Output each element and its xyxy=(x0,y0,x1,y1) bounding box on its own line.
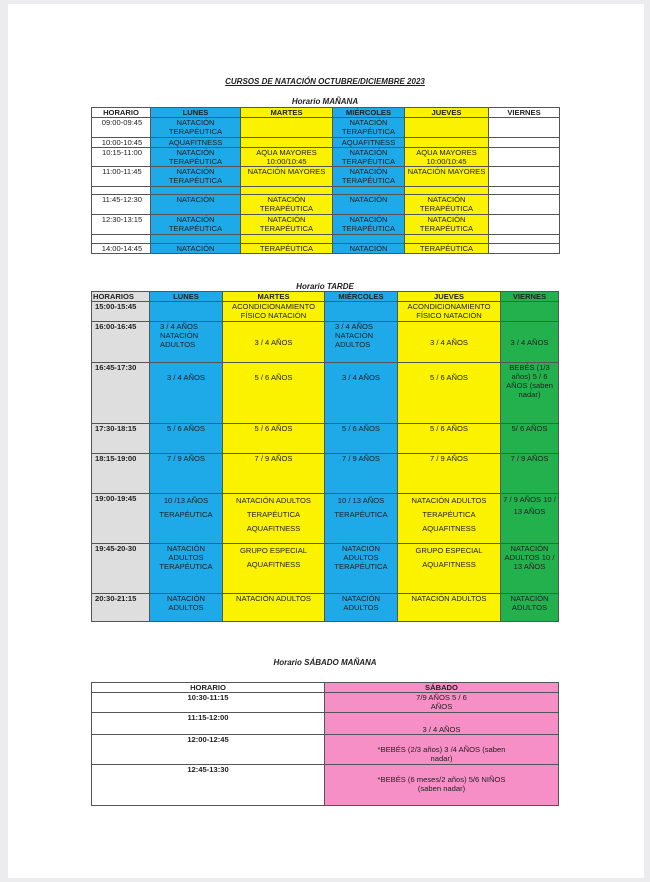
time-cell: 20:30-21:15 xyxy=(92,594,150,622)
class-cell: 10 /13 AÑOS TERAPÉUTICA xyxy=(150,494,223,544)
class-cell: 7 / 9 AÑOS xyxy=(325,454,398,494)
time-cell: 17:30-18:15 xyxy=(92,424,150,454)
class-cell: NATACIÓN TERAPÉUTICA xyxy=(333,167,405,187)
class-cell: NATACIÓN TERAPÉUTICA xyxy=(333,215,405,235)
class-cell xyxy=(241,118,333,138)
class-cell: AQUAFITNESS xyxy=(333,138,405,148)
table-row xyxy=(92,195,560,215)
time-cell: 12:00-12:45 xyxy=(92,735,325,765)
table-row xyxy=(92,118,560,138)
class-cell: 5 / 6 AÑOS xyxy=(150,424,223,454)
header-cell: LUNES xyxy=(151,108,241,118)
class-cell xyxy=(489,187,560,195)
header-cell: MARTES xyxy=(241,108,333,118)
table-row xyxy=(92,363,559,424)
header-cell: HORARIOS xyxy=(92,292,150,302)
table-row xyxy=(92,187,560,195)
class-cell: TERAPÉUTICA xyxy=(241,244,333,254)
class-cell xyxy=(489,118,560,138)
class-cell: 3 / 4 AÑOS xyxy=(325,363,398,424)
time-cell: 10:30-11:15 xyxy=(92,693,325,713)
class-cell xyxy=(489,215,560,235)
header-cell: VIERNES xyxy=(501,292,559,302)
table-row xyxy=(92,235,560,244)
time-cell: 15:00-15:45 xyxy=(92,302,150,322)
saturday-schedule-table xyxy=(91,682,559,806)
class-cell xyxy=(489,167,560,187)
class-cell: NATACIÓN MAYORES xyxy=(405,167,489,187)
header-cell: MIÉRCOLES xyxy=(333,108,405,118)
class-cell: 7 / 9 AÑOS xyxy=(501,454,559,494)
class-cell: NATACIÓN TERAPÉUTICA xyxy=(405,215,489,235)
header-cell: VIERNES xyxy=(489,108,560,118)
class-cell: NATACIÓN TERAPÉUTICA xyxy=(151,118,241,138)
class-cell: NATACIÓN TERAPÉUTICA xyxy=(151,215,241,235)
saturday-subtitle: Horario SÁBADO MAÑANA xyxy=(273,658,377,667)
time-cell: 14:00-14:45 xyxy=(92,244,151,254)
time-cell: 09:00-09:45 xyxy=(92,118,151,138)
class-cell xyxy=(405,138,489,148)
class-cell: NATACIÓN MAYORES xyxy=(241,167,333,187)
class-cell: NATACIÓN xyxy=(333,195,405,215)
class-cell: 3 / 4 AÑOS NATACIÓN ADULTOS xyxy=(325,322,398,363)
class-cell: NATACIÓN TERAPÉUTICA xyxy=(333,118,405,138)
header-cell: LUNES xyxy=(150,292,223,302)
class-cell xyxy=(489,244,560,254)
class-cell xyxy=(489,148,560,167)
class-cell: 10 / 13 AÑOS TERAPÉUTICA xyxy=(325,494,398,544)
class-cell: NATACIÓN ADULTOS xyxy=(223,594,325,622)
header-cell: SÁBADO xyxy=(325,683,559,693)
morning-header-row xyxy=(92,108,560,118)
morning-subtitle: Horario MAÑANA xyxy=(291,97,359,106)
table-row xyxy=(92,765,559,806)
class-cell xyxy=(150,302,223,322)
class-cell: NATACIÓN TERAPÉUTICA xyxy=(151,167,241,187)
time-cell: 16:45-17:30 xyxy=(92,363,150,424)
class-cell: *BEBÉS (6 meses/2 años) 5/6 NIÑOS (saben nadar) xyxy=(325,765,559,806)
table-row xyxy=(92,713,559,735)
table-row xyxy=(92,693,559,713)
class-cell: NATACIÓN xyxy=(333,244,405,254)
class-cell: NATACIÓN ADULTOS TERAPÉUTICA AQUAFITNESS xyxy=(398,494,501,544)
class-cell: ACONDICIONAMIENTO FÍSICO NATACIÓN xyxy=(223,302,325,322)
saturday-header-row xyxy=(92,683,559,693)
class-cell: AQUA MAYORES 10:00/10:45 xyxy=(405,148,489,167)
class-cell xyxy=(241,187,333,195)
class-cell: BEBÉS (1/3 años) 5 / 6 AÑOS (saben nadar) xyxy=(501,363,559,424)
class-cell xyxy=(333,187,405,195)
time-cell: 10:15-11:00 xyxy=(92,148,151,167)
class-cell: NATACIÓN TERAPÉUTICA xyxy=(241,215,333,235)
class-cell: 3 / 4 AÑOS NATACIÓN ADULTOS xyxy=(150,322,223,363)
table-row xyxy=(92,302,559,322)
class-cell xyxy=(241,138,333,148)
morning-schedule-table xyxy=(91,107,560,254)
class-cell: 5 / 6 AÑOS xyxy=(223,363,325,424)
table-row xyxy=(92,735,559,765)
class-cell: ACONDICIONAMIENTO FÍSICO NATACIÓN xyxy=(398,302,501,322)
class-cell: 5 / 6 AÑOS xyxy=(223,424,325,454)
class-cell: NATACIÓN xyxy=(151,244,241,254)
table-row xyxy=(92,148,560,167)
class-cell: GRUPO ESPECIAL AQUAFITNESS xyxy=(223,544,325,594)
class-cell xyxy=(333,235,405,244)
time-cell xyxy=(92,187,151,195)
class-cell: AQUA MAYORES 10:00/10:45 xyxy=(241,148,333,167)
class-cell: NATACIÓN ADULTOS xyxy=(398,594,501,622)
time-cell: 12:45-13:30 xyxy=(92,765,325,806)
table-row xyxy=(92,494,559,544)
table-row xyxy=(92,544,559,594)
class-cell xyxy=(151,235,241,244)
class-cell: 5 / 6 AÑOS xyxy=(398,363,501,424)
class-cell xyxy=(151,187,241,195)
time-cell xyxy=(92,235,151,244)
document-title: CURSOS DE NATACIÓN OCTUBRE/DICIEMBRE 2023 xyxy=(225,77,425,86)
class-cell: 7 / 9 AÑOS xyxy=(398,454,501,494)
afternoon-header-row xyxy=(92,292,559,302)
class-cell: 5/ 6 AÑOS xyxy=(501,424,559,454)
header-cell: HORARIO xyxy=(92,108,151,118)
afternoon-schedule-table xyxy=(91,291,559,622)
header-cell: JUEVES xyxy=(398,292,501,302)
table-row xyxy=(92,244,560,254)
class-cell: 3 / 4 AÑOS xyxy=(325,713,559,735)
class-cell: 7 / 9 AÑOS xyxy=(150,454,223,494)
class-cell: TERAPÉUTICA xyxy=(405,244,489,254)
header-cell: MARTES xyxy=(223,292,325,302)
class-cell xyxy=(501,302,559,322)
table-row xyxy=(92,454,559,494)
header-cell: MIÉRCOLES xyxy=(325,292,398,302)
table-row xyxy=(92,138,560,148)
class-cell xyxy=(241,235,333,244)
class-cell: NATACIÓN ADULTOS TERAPÉUTICA xyxy=(325,544,398,594)
class-cell: 5 / 6 AÑOS xyxy=(325,424,398,454)
class-cell: 3 / 4 AÑOS xyxy=(150,363,223,424)
class-cell: NATACIÓN ADULTOS xyxy=(501,594,559,622)
time-cell: 12:30-13:15 xyxy=(92,215,151,235)
time-cell: 19:00-19:45 xyxy=(92,494,150,544)
header-cell: JUEVES xyxy=(405,108,489,118)
class-cell: 3 / 4 AÑOS xyxy=(398,322,501,363)
afternoon-subtitle: Horario TARDE xyxy=(296,282,354,291)
class-cell: AQUAFITNESS xyxy=(151,138,241,148)
class-cell: NATACIÓN xyxy=(151,195,241,215)
class-cell: GRUPO ESPECIAL AQUAFITNESS xyxy=(398,544,501,594)
time-cell: 11:15-12:00 xyxy=(92,713,325,735)
time-cell: 19:45-20-30 xyxy=(92,544,150,594)
class-cell: *BEBÉS (2/3 años) 3 /4 AÑOS (saben nadar) xyxy=(325,735,559,765)
table-row xyxy=(92,167,560,187)
time-cell: 16:00-16:45 xyxy=(92,322,150,363)
time-cell: 10:00-10:45 xyxy=(92,138,151,148)
class-cell: 5 / 6 AÑOS xyxy=(398,424,501,454)
time-cell: 18:15-19:00 xyxy=(92,454,150,494)
table-row xyxy=(92,424,559,454)
table-row xyxy=(92,322,559,363)
class-cell: 7 / 9 AÑOS xyxy=(223,454,325,494)
class-cell xyxy=(489,235,560,244)
class-cell: NATACIÓN ADULTOS xyxy=(325,594,398,622)
table-row xyxy=(92,215,560,235)
class-cell xyxy=(405,187,489,195)
header-cell: HORARIO xyxy=(92,683,325,693)
class-cell: NATACIÓN TERAPÉUTICA xyxy=(405,195,489,215)
class-cell xyxy=(405,235,489,244)
time-cell: 11:45-12:30 xyxy=(92,195,151,215)
class-cell xyxy=(325,302,398,322)
class-cell: NATACIÓN TERAPÉUTICA xyxy=(333,148,405,167)
class-cell xyxy=(405,118,489,138)
class-cell: 7/9 AÑOS 5 / 6 AÑOS xyxy=(325,693,559,713)
class-cell: 3 / 4 AÑOS xyxy=(501,322,559,363)
class-cell: NATACIÓN ADULTOS TERAPÉUTICA AQUAFITNESS xyxy=(223,494,325,544)
time-cell: 11:00-11:45 xyxy=(92,167,151,187)
class-cell xyxy=(489,195,560,215)
class-cell: 3 / 4 AÑOS xyxy=(223,322,325,363)
class-cell: NATACIÓN ADULTOS 10 / 13 AÑOS xyxy=(501,544,559,594)
class-cell: 7 / 9 AÑOS 10 / 13 AÑOS xyxy=(501,494,559,544)
table-row xyxy=(92,594,559,622)
class-cell xyxy=(489,138,560,148)
class-cell: NATACIÓN TERAPÉUTICA xyxy=(241,195,333,215)
class-cell: NATACIÓN TERAPÉUTICA xyxy=(151,148,241,167)
class-cell: NATACIÓN ADULTOS xyxy=(150,594,223,622)
class-cell: NATACIÓN ADULTOS TERAPÉUTICA xyxy=(150,544,223,594)
